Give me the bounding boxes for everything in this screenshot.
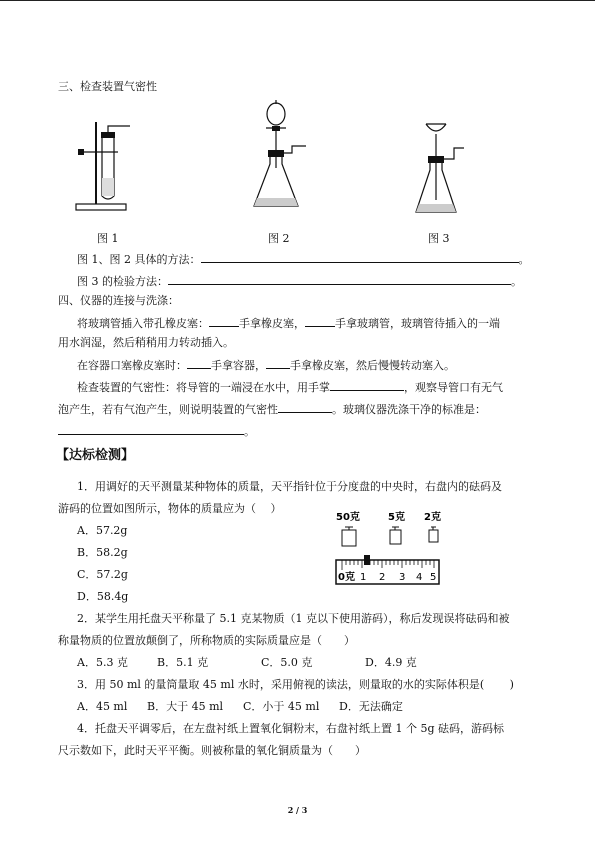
q3-options (77, 700, 403, 714)
weight-label-50g: 50克 (336, 512, 360, 523)
figure3-flask-long-funnel-apparatus (412, 120, 472, 216)
q3-option-b[interactable]: B．大于 45 ml (147, 700, 224, 713)
page-top-rule (0, 0, 595, 1)
q3-option-a[interactable]: A．45 ml (77, 700, 128, 713)
s4-p1-c: 手拿玻璃管，玻璃管待插入的一端 (335, 317, 500, 330)
q1-option-b[interactable]: B．58.2g (77, 546, 128, 559)
figure2-flask-funnel-apparatus (248, 98, 308, 216)
rider-scale-ticks (342, 560, 434, 570)
s4-p1-blank2[interactable] (305, 316, 335, 327)
method12-end: 。 (518, 253, 530, 266)
q2-options (77, 656, 417, 670)
method3-end: 。 (511, 275, 522, 288)
weight-label-5g: 5克 (388, 512, 405, 523)
q3-line1: 3．用 50 ml 的量筒量取 45 ml 水时，采用俯视的读法，则量取的水的实际体积是( ) (77, 678, 514, 691)
weight-5g-icon (390, 527, 401, 544)
s4-p3-blank1[interactable] (330, 380, 404, 391)
weight-2g-icon (429, 527, 438, 542)
s4-p1-line2: 用水润湿，然后稍稍用力转动插入。 (58, 336, 234, 349)
q2-option-b[interactable]: B．5.1 克 (157, 656, 209, 669)
q2-line1: 2．某学生用托盘天平称量了 5.1 克某物质（1 克以下使用游码），称后发现误将砝码和被 (77, 612, 510, 625)
s4-p2-a: 在容器口塞橡皮塞时： (77, 359, 187, 372)
q1-weights-and-rider-figure (330, 508, 445, 588)
q4-line1: 4．托盘天平调零后，在左盘衬纸上置氧化铜粉末，右盘衬纸上置 1 个 5g 砝码，游码标 (77, 722, 505, 735)
section3-title: 三、检查装置气密性 (58, 80, 157, 93)
s4-p2-b: 手拿容器， (211, 359, 266, 372)
q1-option-d[interactable]: D．58.4g (77, 590, 129, 603)
method3-prefix: 图 3 的检验方法： (77, 275, 168, 288)
weight-label-2g: 2克 (424, 512, 441, 523)
figure1-caption: 图 1 (97, 232, 119, 245)
q2-option-a[interactable]: A．5.3 克 (77, 656, 128, 669)
q4-line2: 尺示数如下，此时天平平衡。则被称量的氧化铜质量为（ ） (58, 744, 366, 757)
s4-p2-c: 手拿橡皮塞，然后慢慢转动塞入。 (290, 359, 455, 372)
s4-p1-line1 (77, 316, 500, 331)
scale-label-5: 5 (430, 572, 437, 583)
q1-option-c[interactable]: C．57.2g (77, 568, 128, 581)
s4-p3-line3 (58, 424, 255, 439)
s4-p3-a: 检查装置的气密性：将导管的一端浸在水中，用手掌 (77, 381, 330, 394)
figure2-caption: 图 2 (268, 232, 290, 245)
method12-line (77, 252, 530, 267)
s4-p3-line2-b: 。玻璃仪器洗涤干净的标准是： (332, 403, 486, 416)
scale-label-0: 0克 (338, 572, 355, 583)
s4-p2-blank2[interactable] (266, 358, 290, 369)
q1-option-a[interactable]: A．57.2g (77, 524, 128, 537)
figure1-test-tube-apparatus (72, 118, 142, 214)
method12-prefix: 图 1、图 2 具体的方法： (77, 253, 201, 266)
s4-p1-a: 将玻璃管插入带孔橡皮塞： (77, 317, 209, 330)
weight-50g-icon (342, 527, 356, 546)
q3-option-c[interactable]: C．小于 45 ml (243, 700, 320, 713)
method3-blank[interactable] (168, 274, 511, 285)
s4-p3-b: ，观察导管口有无气 (404, 381, 503, 394)
s4-p3-line2-a: 泡产生，若有气泡产生，则说明装置的气密性 (58, 403, 278, 416)
s4-p1-b: 手拿橡皮塞， (239, 317, 305, 330)
method12-blank[interactable] (201, 252, 519, 263)
q2-line2: 称量物质的位置放颠倒了，所称物质的实际质量应是（ ） (58, 634, 355, 647)
page-number: 2 / 3 (287, 805, 308, 815)
s4-p3-blank3[interactable] (58, 424, 244, 435)
s4-p3-blank2[interactable] (278, 402, 332, 413)
s4-p2-line (77, 358, 455, 373)
scale-label-4: 4 (416, 572, 423, 583)
scale-label-1: 1 (360, 572, 367, 583)
check-heading: 【达标检测】 (56, 448, 135, 463)
rider-icon (364, 555, 370, 565)
s4-p3-line1 (77, 380, 503, 395)
figure3-caption: 图 3 (428, 232, 450, 245)
q3-option-d[interactable]: D．无法确定 (339, 700, 403, 713)
s4-p3-line2 (58, 402, 486, 417)
method3-line (77, 274, 522, 289)
s4-p2-blank1[interactable] (187, 358, 211, 369)
section4-title: 四、仪器的连接与洗涤： (58, 294, 179, 307)
s4-p3-end: 。 (244, 425, 255, 438)
s4-p1-blank1[interactable] (209, 316, 239, 327)
q2-option-d[interactable]: D．4.9 克 (365, 656, 417, 669)
q1-line1: 1．用调好的天平测量某种物体的质量，天平指针位于分度盘的中央时，右盘内的砝码及 (77, 480, 502, 493)
scale-label-2: 2 (379, 572, 386, 583)
scale-label-3: 3 (399, 572, 406, 583)
q1-line2: 游码的位置如图所示，物体的质量应为（ ） (58, 502, 282, 515)
q2-option-c[interactable]: C．5.0 克 (261, 656, 313, 669)
